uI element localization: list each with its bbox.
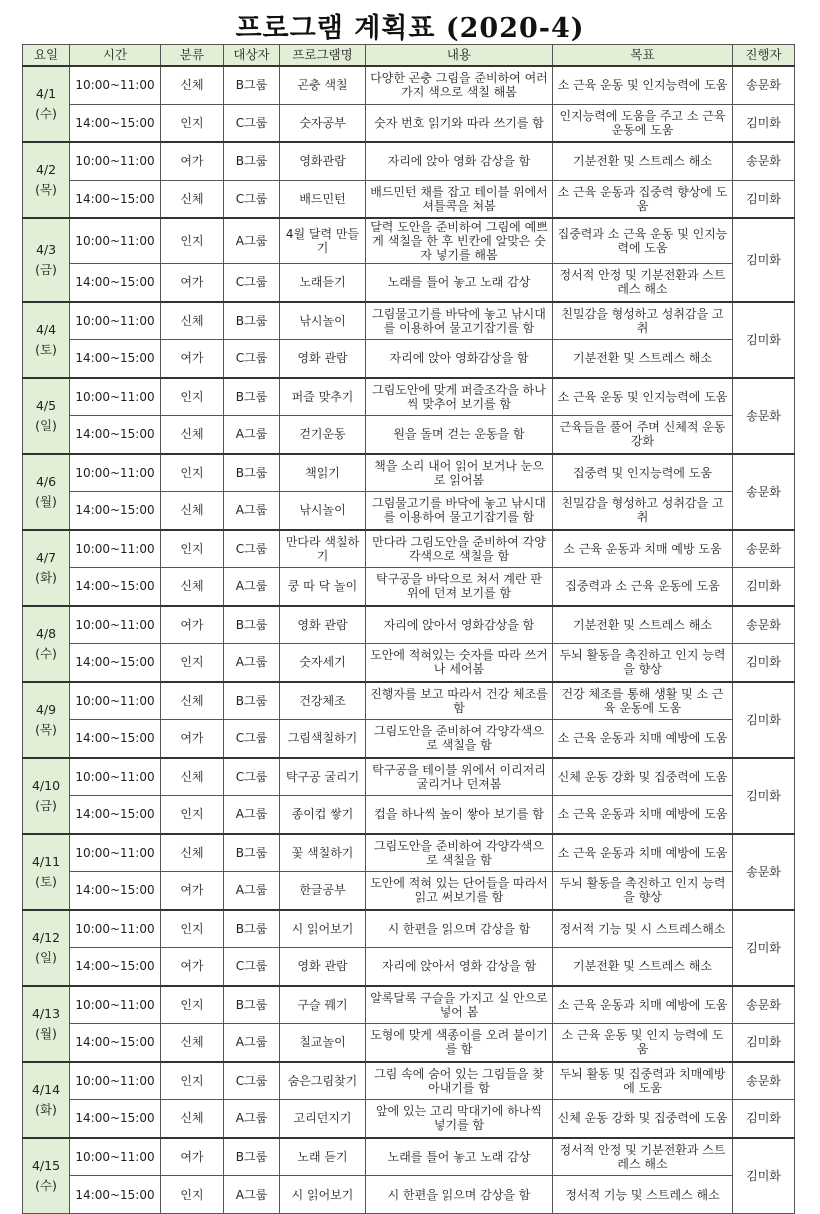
- leader-cell: 김미화: [733, 1024, 795, 1062]
- content-cell: 그림물고기를 바닥에 놓고 낚시대를 이용하여 물고기잡기를 함: [366, 492, 553, 530]
- date-label: 4/3: [35, 241, 57, 257]
- time-cell: 14:00~15:00: [70, 492, 161, 530]
- header-category: 분류: [161, 45, 224, 67]
- program-cell: 영화관람: [280, 142, 366, 180]
- day-cell: [23, 1138, 70, 1214]
- goal-cell: 정서적 기능 및 스트레스 해소: [553, 1176, 733, 1214]
- time-cell: 14:00~15:00: [70, 264, 161, 302]
- weekday-label: (토): [35, 341, 57, 357]
- leader-cell: 김미화: [733, 910, 795, 986]
- weekday-label: (수): [35, 645, 57, 661]
- day-cell: [23, 758, 70, 834]
- weekday-label: (월): [35, 493, 57, 509]
- category-cell: 신체: [161, 682, 224, 720]
- time-cell: 10:00~11:00: [70, 606, 161, 644]
- date-label: 4/9: [35, 701, 57, 717]
- goal-cell: 근육들을 풀어 주며 신체적 운동 강화: [553, 416, 733, 454]
- group-cell: C그룹: [224, 758, 280, 796]
- group-cell: B그룹: [224, 682, 280, 720]
- content-cell: 자리에 앉아서 영화감상을 함: [366, 606, 553, 644]
- goal-cell: 신체 운동 강화 및 집중력에 도움: [553, 1100, 733, 1138]
- weekday-label: (화): [35, 1101, 57, 1117]
- leader-cell: 김미화: [733, 218, 795, 302]
- header-goal: 목표: [553, 45, 733, 67]
- group-cell: B그룹: [224, 986, 280, 1024]
- program-cell: 낚시놀이: [280, 302, 366, 340]
- category-cell: 인지: [161, 1176, 224, 1214]
- date-label: 4/13: [31, 1005, 61, 1021]
- date-label: 4/15: [31, 1157, 61, 1173]
- table-row: [23, 302, 795, 340]
- leader-cell: 송문화: [733, 530, 795, 568]
- goal-cell: 두뇌 활동을 촉진하고 인지 능력을 향상: [553, 644, 733, 682]
- leader-cell: 김미화: [733, 682, 795, 758]
- table-row: [23, 720, 795, 758]
- table-row: [23, 796, 795, 834]
- leader-cell: 송문화: [733, 66, 795, 104]
- leader-cell: 송문화: [733, 986, 795, 1024]
- content-cell: 숫자 번호 읽기와 따라 쓰기를 함: [366, 104, 553, 142]
- header-weekday: 요일: [23, 45, 70, 67]
- time-cell: 10:00~11:00: [70, 218, 161, 264]
- leader-cell: 송문화: [733, 1062, 795, 1100]
- goal-cell: 기분전환 및 스트레스 해소: [553, 142, 733, 180]
- program-cell: 영화 관람: [280, 340, 366, 378]
- time-cell: 10:00~11:00: [70, 758, 161, 796]
- leader-cell: 송문화: [733, 606, 795, 644]
- category-cell: 인지: [161, 796, 224, 834]
- program-cell: 꽃 색칠하기: [280, 834, 366, 872]
- group-cell: A그룹: [224, 416, 280, 454]
- day-cell: [23, 454, 70, 530]
- category-cell: 여가: [161, 606, 224, 644]
- program-cell: 걷기운동: [280, 416, 366, 454]
- goal-cell: 소 근육 운동 및 인지 능력에 도움: [553, 1024, 733, 1062]
- group-cell: C그룹: [224, 264, 280, 302]
- program-cell: 노래듣기: [280, 264, 366, 302]
- group-cell: C그룹: [224, 530, 280, 568]
- content-cell: 다양한 곤충 그림을 준비하여 여러 가지 색으로 색칠 해봄: [366, 66, 553, 104]
- weekday-label: (화): [35, 569, 57, 585]
- table-row: [23, 682, 795, 720]
- goal-cell: 집중력과 소 근육 운동에 도움: [553, 568, 733, 606]
- time-cell: 10:00~11:00: [70, 834, 161, 872]
- content-cell: 진행자를 보고 따라서 건강 체조를 함: [366, 682, 553, 720]
- program-cell: 고리던지기: [280, 1100, 366, 1138]
- program-cell: 낚시놀이: [280, 492, 366, 530]
- time-cell: 10:00~11:00: [70, 682, 161, 720]
- time-cell: 10:00~11:00: [70, 1138, 161, 1176]
- group-cell: C그룹: [224, 720, 280, 758]
- header-leader: 진행자: [733, 45, 795, 67]
- time-cell: 14:00~15:00: [70, 104, 161, 142]
- goal-cell: 건강 체조를 통해 생활 및 소 근육 운동에 도움: [553, 682, 733, 720]
- table-row: [23, 986, 795, 1024]
- table-header-row: [23, 45, 795, 67]
- table-row: [23, 834, 795, 872]
- program-cell: 한글공부: [280, 872, 366, 910]
- content-cell: 그림도안을 준비하여 각양각색으로 색칠을 함: [366, 834, 553, 872]
- leader-cell: 김미화: [733, 568, 795, 606]
- group-cell: B그룹: [224, 66, 280, 104]
- table-row: [23, 454, 795, 492]
- content-cell: 자리에 앉아서 영화 감상을 함: [366, 948, 553, 986]
- program-cell: 4월 달력 만들기: [280, 218, 366, 264]
- date-label: 4/5: [35, 397, 57, 413]
- table-row: [23, 104, 795, 142]
- goal-cell: 집중력 및 인지능력에 도움: [553, 454, 733, 492]
- weekday-label: (목): [35, 721, 57, 737]
- content-cell: 그림물고기를 바닥에 놓고 낚시대를 이용하여 물고기잡기를 함: [366, 302, 553, 340]
- date-label: 4/11: [31, 853, 61, 869]
- leader-cell: 김미화: [733, 1100, 795, 1138]
- content-cell: 책을 소리 내어 읽어 보거나 눈으로 읽어봄: [366, 454, 553, 492]
- goal-cell: 인지능력에 도움을 주고 소 근육 운동에 도움: [553, 104, 733, 142]
- content-cell: 배드민턴 채를 잡고 테이블 위에서 셔틀콕을 쳐봄: [366, 180, 553, 218]
- leader-cell: 김미화: [733, 1138, 795, 1214]
- program-schedule-table: [22, 44, 795, 1214]
- date-label: 4/14: [31, 1081, 61, 1097]
- program-cell: 영화 관람: [280, 606, 366, 644]
- goal-cell: 소 근육 운동과 치매 예방에 도움: [553, 834, 733, 872]
- program-cell: 배드민턴: [280, 180, 366, 218]
- category-cell: 신체: [161, 758, 224, 796]
- time-cell: 14:00~15:00: [70, 948, 161, 986]
- group-cell: A그룹: [224, 568, 280, 606]
- header-time: 시간: [70, 45, 161, 67]
- content-cell: 도안에 적혀있는 숫자를 따라 쓰거나 세어봄: [366, 644, 553, 682]
- day-cell: [23, 682, 70, 758]
- table-row: [23, 910, 795, 948]
- category-cell: 인지: [161, 986, 224, 1024]
- table-row: [23, 180, 795, 218]
- weekday-label: (목): [35, 182, 57, 197]
- content-cell: 앞에 있는 고리 막대기에 하나씩 넣기를 함: [366, 1100, 553, 1138]
- weekday-label: (금): [35, 797, 57, 813]
- time-cell: 14:00~15:00: [70, 416, 161, 454]
- category-cell: 여가: [161, 872, 224, 910]
- date-label: 4/2: [35, 162, 57, 177]
- time-cell: 14:00~15:00: [70, 796, 161, 834]
- time-cell: 10:00~11:00: [70, 378, 161, 416]
- group-cell: A그룹: [224, 492, 280, 530]
- table-row: [23, 340, 795, 378]
- program-cell: 칠교놀이: [280, 1024, 366, 1062]
- content-cell: 달력 도안을 준비하여 그림에 예쁘게 색칠을 한 후 빈칸에 알맞은 숫자 넣기를 해봄: [366, 218, 553, 264]
- table-row: [23, 1100, 795, 1138]
- time-cell: 14:00~15:00: [70, 1100, 161, 1138]
- category-cell: 인지: [161, 530, 224, 568]
- time-cell: 10:00~11:00: [70, 302, 161, 340]
- group-cell: A그룹: [224, 1176, 280, 1214]
- time-cell: 14:00~15:00: [70, 340, 161, 378]
- day-cell: [23, 378, 70, 454]
- time-cell: 14:00~15:00: [70, 180, 161, 218]
- category-cell: 신체: [161, 180, 224, 218]
- date-label: 4/10: [31, 777, 61, 793]
- leader-cell: 송문화: [733, 454, 795, 530]
- leader-cell: 김미화: [733, 302, 795, 378]
- group-cell: A그룹: [224, 644, 280, 682]
- category-cell: 신체: [161, 66, 224, 104]
- weekday-label: (수): [35, 1177, 57, 1193]
- category-cell: 신체: [161, 492, 224, 530]
- content-cell: 노래를 틀어 놓고 노래 감상: [366, 1138, 553, 1176]
- table-row: [23, 492, 795, 530]
- content-cell: 도형에 맞게 색종이를 오려 붙이기를 함: [366, 1024, 553, 1062]
- day-cell: [23, 986, 70, 1062]
- goal-cell: 신체 운동 강화 및 집중력에 도움: [553, 758, 733, 796]
- time-cell: 14:00~15:00: [70, 872, 161, 910]
- day-cell: [23, 910, 70, 986]
- category-cell: 인지: [161, 378, 224, 416]
- program-cell: 숫자공부: [280, 104, 366, 142]
- table-row: [23, 530, 795, 568]
- table-row: [23, 142, 795, 180]
- table-row: [23, 606, 795, 644]
- time-cell: 10:00~11:00: [70, 454, 161, 492]
- time-cell: 14:00~15:00: [70, 720, 161, 758]
- content-cell: 그림도안을 준비하여 각양각색으로 색칠을 함: [366, 720, 553, 758]
- content-cell: 도안에 적혀 있는 단어들을 따라서 읽고 써보기를 함: [366, 872, 553, 910]
- time-cell: 14:00~15:00: [70, 568, 161, 606]
- table-row: [23, 378, 795, 416]
- date-label: 4/12: [31, 929, 61, 945]
- goal-cell: 정서적 안정 및 기분전환과 스트레스 해소: [553, 1138, 733, 1176]
- program-cell: 만다라 색칠하기: [280, 530, 366, 568]
- category-cell: 인지: [161, 218, 224, 264]
- program-cell: 시 읽어보기: [280, 1176, 366, 1214]
- time-cell: 10:00~11:00: [70, 66, 161, 104]
- category-cell: 여가: [161, 142, 224, 180]
- category-cell: 인지: [161, 910, 224, 948]
- category-cell: 여가: [161, 1138, 224, 1176]
- group-cell: A그룹: [224, 796, 280, 834]
- content-cell: 시 한편을 읽으며 감상을 함: [366, 1176, 553, 1214]
- program-cell: 책읽기: [280, 454, 366, 492]
- group-cell: B그룹: [224, 302, 280, 340]
- category-cell: 인지: [161, 644, 224, 682]
- day-cell: [23, 66, 70, 142]
- time-cell: 14:00~15:00: [70, 1176, 161, 1214]
- date-label: 4/4: [35, 321, 57, 337]
- time-cell: 10:00~11:00: [70, 986, 161, 1024]
- weekday-label: (수): [35, 106, 57, 121]
- program-cell: 종이컵 쌓기: [280, 796, 366, 834]
- group-cell: B그룹: [224, 142, 280, 180]
- time-cell: 10:00~11:00: [70, 530, 161, 568]
- goal-cell: 기분전환 및 스트레스 해소: [553, 340, 733, 378]
- goal-cell: 소 근육 운동과 치매 예방에 도움: [553, 720, 733, 758]
- category-cell: 신체: [161, 1100, 224, 1138]
- category-cell: 신체: [161, 302, 224, 340]
- group-cell: B그룹: [224, 910, 280, 948]
- group-cell: B그룹: [224, 1138, 280, 1176]
- goal-cell: 친밀감을 형성하고 성취감을 고취: [553, 302, 733, 340]
- leader-cell: 김미화: [733, 758, 795, 834]
- table-row: [23, 1062, 795, 1100]
- date-label: 4/6: [35, 473, 57, 489]
- weekday-label: (금): [35, 261, 57, 277]
- weekday-label: (월): [35, 1025, 57, 1041]
- leader-cell: 김미화: [733, 180, 795, 218]
- schedule-body: [23, 66, 795, 1214]
- leader-cell: 송문화: [733, 378, 795, 454]
- table-row: [23, 758, 795, 796]
- program-cell: 쿵 따 닥 놀이: [280, 568, 366, 606]
- goal-cell: 소 근육 운동과 치매 예방 도움: [553, 530, 733, 568]
- goal-cell: 정서적 안정 및 기분전환과 스트레스 해소: [553, 264, 733, 302]
- day-cell: [23, 218, 70, 302]
- leader-cell: 김미화: [733, 104, 795, 142]
- content-cell: 컵을 하나씩 높이 쌓아 보기를 함: [366, 796, 553, 834]
- goal-cell: 기분전환 및 스트레스 해소: [553, 606, 733, 644]
- table-row: [23, 872, 795, 910]
- date-label: 4/1: [35, 86, 57, 101]
- table-row: [23, 568, 795, 606]
- table-row: [23, 264, 795, 302]
- goal-cell: 소 근육 운동 및 인지능력에 도움: [553, 66, 733, 104]
- content-cell: 탁구공을 테이블 위에서 이리저리 굴리거나 던져봄: [366, 758, 553, 796]
- group-cell: B그룹: [224, 606, 280, 644]
- goal-cell: 친밀감을 형성하고 성취감을 고취: [553, 492, 733, 530]
- category-cell: 신체: [161, 1024, 224, 1062]
- category-cell: 여가: [161, 720, 224, 758]
- goal-cell: 소 근육 운동과 치매 예방에 도움: [553, 986, 733, 1024]
- group-cell: C그룹: [224, 1062, 280, 1100]
- weekday-label: (토): [35, 873, 57, 889]
- table-row: [23, 416, 795, 454]
- program-cell: 구슬 꿰기: [280, 986, 366, 1024]
- group-cell: C그룹: [224, 948, 280, 986]
- group-cell: C그룹: [224, 104, 280, 142]
- group-cell: C그룹: [224, 180, 280, 218]
- table-row: [23, 644, 795, 682]
- table-row: [23, 948, 795, 986]
- goal-cell: 집중력과 소 근육 운동 및 인지능력에 도움: [553, 218, 733, 264]
- goal-cell: 소 근육 운동과 치매 예방에 도움: [553, 796, 733, 834]
- category-cell: 신체: [161, 416, 224, 454]
- program-cell: 영화 관람: [280, 948, 366, 986]
- content-cell: 그림도안에 맞게 퍼즐조각을 하나씩 맞추어 보기를 함: [366, 378, 553, 416]
- content-cell: 탁구공을 바닥으로 쳐서 계란 판 위에 던져 보기를 함: [366, 568, 553, 606]
- goal-cell: 두뇌 활동 및 집중력과 치매예방에 도움: [553, 1062, 733, 1100]
- content-cell: 알록달록 구슬을 가지고 실 안으로 넣어 봄: [366, 986, 553, 1024]
- goal-cell: 두뇌 활동을 촉진하고 인지 능력을 향상: [553, 872, 733, 910]
- time-cell: 14:00~15:00: [70, 644, 161, 682]
- weekday-label: (일): [35, 417, 57, 433]
- category-cell: 인지: [161, 454, 224, 492]
- time-cell: 10:00~11:00: [70, 910, 161, 948]
- content-cell: 그림 속에 숨어 있는 그림들을 찾아내기를 함: [366, 1062, 553, 1100]
- table-row: [23, 1024, 795, 1062]
- day-cell: [23, 142, 70, 218]
- program-cell: 건강체조: [280, 682, 366, 720]
- content-cell: 자리에 앉아 영화 감상을 함: [366, 142, 553, 180]
- time-cell: 14:00~15:00: [70, 1024, 161, 1062]
- program-cell: 탁구공 굴리기: [280, 758, 366, 796]
- group-cell: B그룹: [224, 378, 280, 416]
- group-cell: A그룹: [224, 1024, 280, 1062]
- goal-cell: 소 근육 운동과 집중력 향상에 도움: [553, 180, 733, 218]
- group-cell: B그룹: [224, 454, 280, 492]
- leader-cell: 송문화: [733, 142, 795, 180]
- day-cell: [23, 1062, 70, 1138]
- table-row: [23, 66, 795, 104]
- content-cell: 원을 돌며 걷는 운동을 함: [366, 416, 553, 454]
- category-cell: 여가: [161, 264, 224, 302]
- goal-cell: 정서적 기능 및 시 스트레스해소: [553, 910, 733, 948]
- date-label: 4/7: [35, 549, 57, 565]
- program-cell: 숫자세기: [280, 644, 366, 682]
- program-cell: 시 읽어보기: [280, 910, 366, 948]
- program-cell: 노래 듣기: [280, 1138, 366, 1176]
- day-cell: [23, 606, 70, 682]
- category-cell: 여가: [161, 948, 224, 986]
- content-cell: 자리에 앉아 영화감상을 함: [366, 340, 553, 378]
- weekday-label: (일): [35, 949, 57, 965]
- category-cell: 인지: [161, 1062, 224, 1100]
- group-cell: B그룹: [224, 834, 280, 872]
- content-cell: 시 한편을 읽으며 감상을 함: [366, 910, 553, 948]
- date-label: 4/8: [35, 625, 57, 641]
- table-row: [23, 1138, 795, 1176]
- page-title: 프로그램 계획표 (2020-4): [235, 13, 585, 44]
- goal-cell: 기분전환 및 스트레스 해소: [553, 948, 733, 986]
- table-row: [23, 1176, 795, 1214]
- content-cell: 만다라 그림도안을 준비하여 각양각색으로 색칠을 함: [366, 530, 553, 568]
- program-cell: 숨은그림찾기: [280, 1062, 366, 1100]
- leader-cell: 김미화: [733, 644, 795, 682]
- program-cell: 퍼즐 맞추기: [280, 378, 366, 416]
- program-cell: 그림색칠하기: [280, 720, 366, 758]
- leader-cell: 송문화: [733, 834, 795, 910]
- header-group: 대상자: [224, 45, 280, 67]
- day-cell: [23, 530, 70, 606]
- time-cell: 10:00~11:00: [70, 1062, 161, 1100]
- category-cell: 여가: [161, 340, 224, 378]
- program-cell: 곤충 색칠: [280, 66, 366, 104]
- group-cell: C그룹: [224, 340, 280, 378]
- header-content: 내용: [366, 45, 553, 67]
- group-cell: A그룹: [224, 872, 280, 910]
- category-cell: 신체: [161, 834, 224, 872]
- header-program: 프로그램명: [280, 45, 366, 67]
- category-cell: 인지: [161, 104, 224, 142]
- group-cell: A그룹: [224, 1100, 280, 1138]
- time-cell: 10:00~11:00: [70, 142, 161, 180]
- goal-cell: 소 근육 운동 및 인지능력에 도움: [553, 378, 733, 416]
- table-row: [23, 218, 795, 264]
- category-cell: 신체: [161, 568, 224, 606]
- content-cell: 노래를 틀어 놓고 노래 감상: [366, 264, 553, 302]
- day-cell: [23, 302, 70, 378]
- day-cell: [23, 834, 70, 910]
- group-cell: A그룹: [224, 218, 280, 264]
